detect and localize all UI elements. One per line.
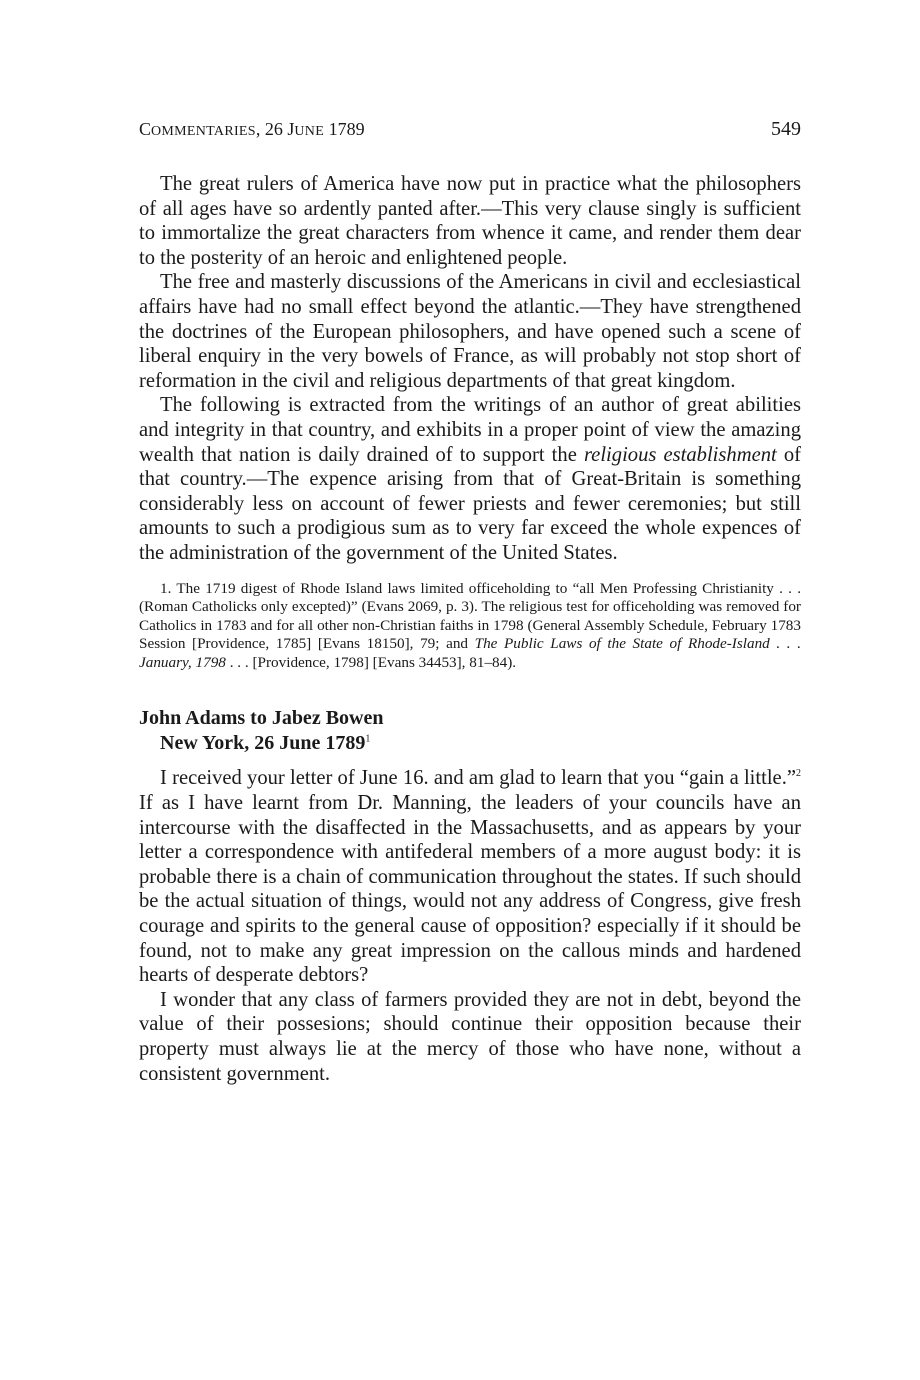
footnote [139, 580, 801, 673]
paragraph [139, 766, 801, 987]
letter-body [139, 766, 801, 1086]
heading-dateline-text: New York, 26 June 1789 [160, 732, 366, 755]
footnote-text: . . . [Providence, 1798] [Evans 34453], 81–84). [225, 653, 517, 671]
document-page [139, 118, 801, 1086]
running-title-smallcaps: OMMENTARIES [151, 124, 256, 139]
footnote-italic-title: The Public Laws of the State of Rhode-Island . . . January, 1798 [139, 635, 801, 671]
paragraph-text: I received your letter of June 16. and am glad to learn that you “gain a little.” [160, 767, 796, 790]
paragraph-text: The following is extracted from the writings of an author of great abilities and integrity in that country, and exhibits in a proper point of view the amazing wealth that nation is daily drained of to support the [139, 394, 801, 466]
running-head [139, 118, 801, 140]
paragraph-text: of that country.—The expence arising from that of Great-Britain is something considerably less on account of fewer priests and fewer ceremonies; but still amounts to such a prodigious sum as to very far exceed the whole expences of the administration of the government of the United States. [139, 443, 801, 564]
paragraph-text: If as I have learnt from Dr. Manning, the leaders of your councils have an intercourse with the disaffected in the Massachusetts, and as appears by your letter a correspondence with antifederal members of a more august body: it is probable there is a chain of communication throughout the states. If such should be the actual situation of things, would not any address of Congress, give fresh courage and spirits to the general cause of opposition? especially if it should be found, not to make any great impression on the callous minds and hardened hearts of desperate debtors? [139, 792, 801, 987]
paragraph: The free and masterly discussions of the Americans in civil and ecclesiastical affairs have had no small effect beyond the atlantic.—They have strengthened the doctrines of the European philosophers, and have opened such a scene of liberal enquiry in the very bowels of France, as will probably not stop short of reformation in the civil and religious departments of that great kingdom. [139, 271, 801, 392]
running-title-year: 1789 [324, 119, 365, 139]
running-title-month: UNE [294, 124, 325, 139]
commentary-body [139, 172, 801, 566]
running-title-initial: C [139, 119, 152, 139]
footnote-text: 1. The 1719 digest of Rhode Island laws limited officeholding to “all Men Professing Christianity . . . (Roman Catholicks only excepted)” (Evans 2069, p. 3). The religious test for officeholding was removed for Catholics in 1783 and for all other non-Christian faiths in 1798 (General Assembly Schedule, February 1783 Session [Providence, 1785] [Evans 18150], 79; and [139, 579, 801, 653]
paragraph: I wonder that any class of farmers provided they are not in debt, beyond the value of their possesions; should continue their opposition because their property must always lie at the mercy of those who have none, without a consistent government. [139, 988, 801, 1085]
footnote-ref: 1 [365, 733, 371, 745]
paragraph: The great rulers of America have now put in practice what the philosophers of all ages have so ardently panted after.—This very clause singly is sufficient to immortalize the great characters from whence it came, and render them dear to the posterity of an heroic and enlightened people. [139, 173, 801, 269]
heading-dateline [139, 731, 801, 756]
document-heading [139, 706, 801, 756]
italic-phrase: religious establishment [583, 443, 777, 466]
running-title-date: , 26 J [255, 119, 295, 139]
heading-title: John Adams to Jabez Bowen [139, 707, 384, 730]
running-title [139, 118, 365, 143]
paragraph [139, 393, 801, 565]
page-number: 549 [771, 118, 801, 140]
footnote-ref: 2 [796, 768, 801, 780]
